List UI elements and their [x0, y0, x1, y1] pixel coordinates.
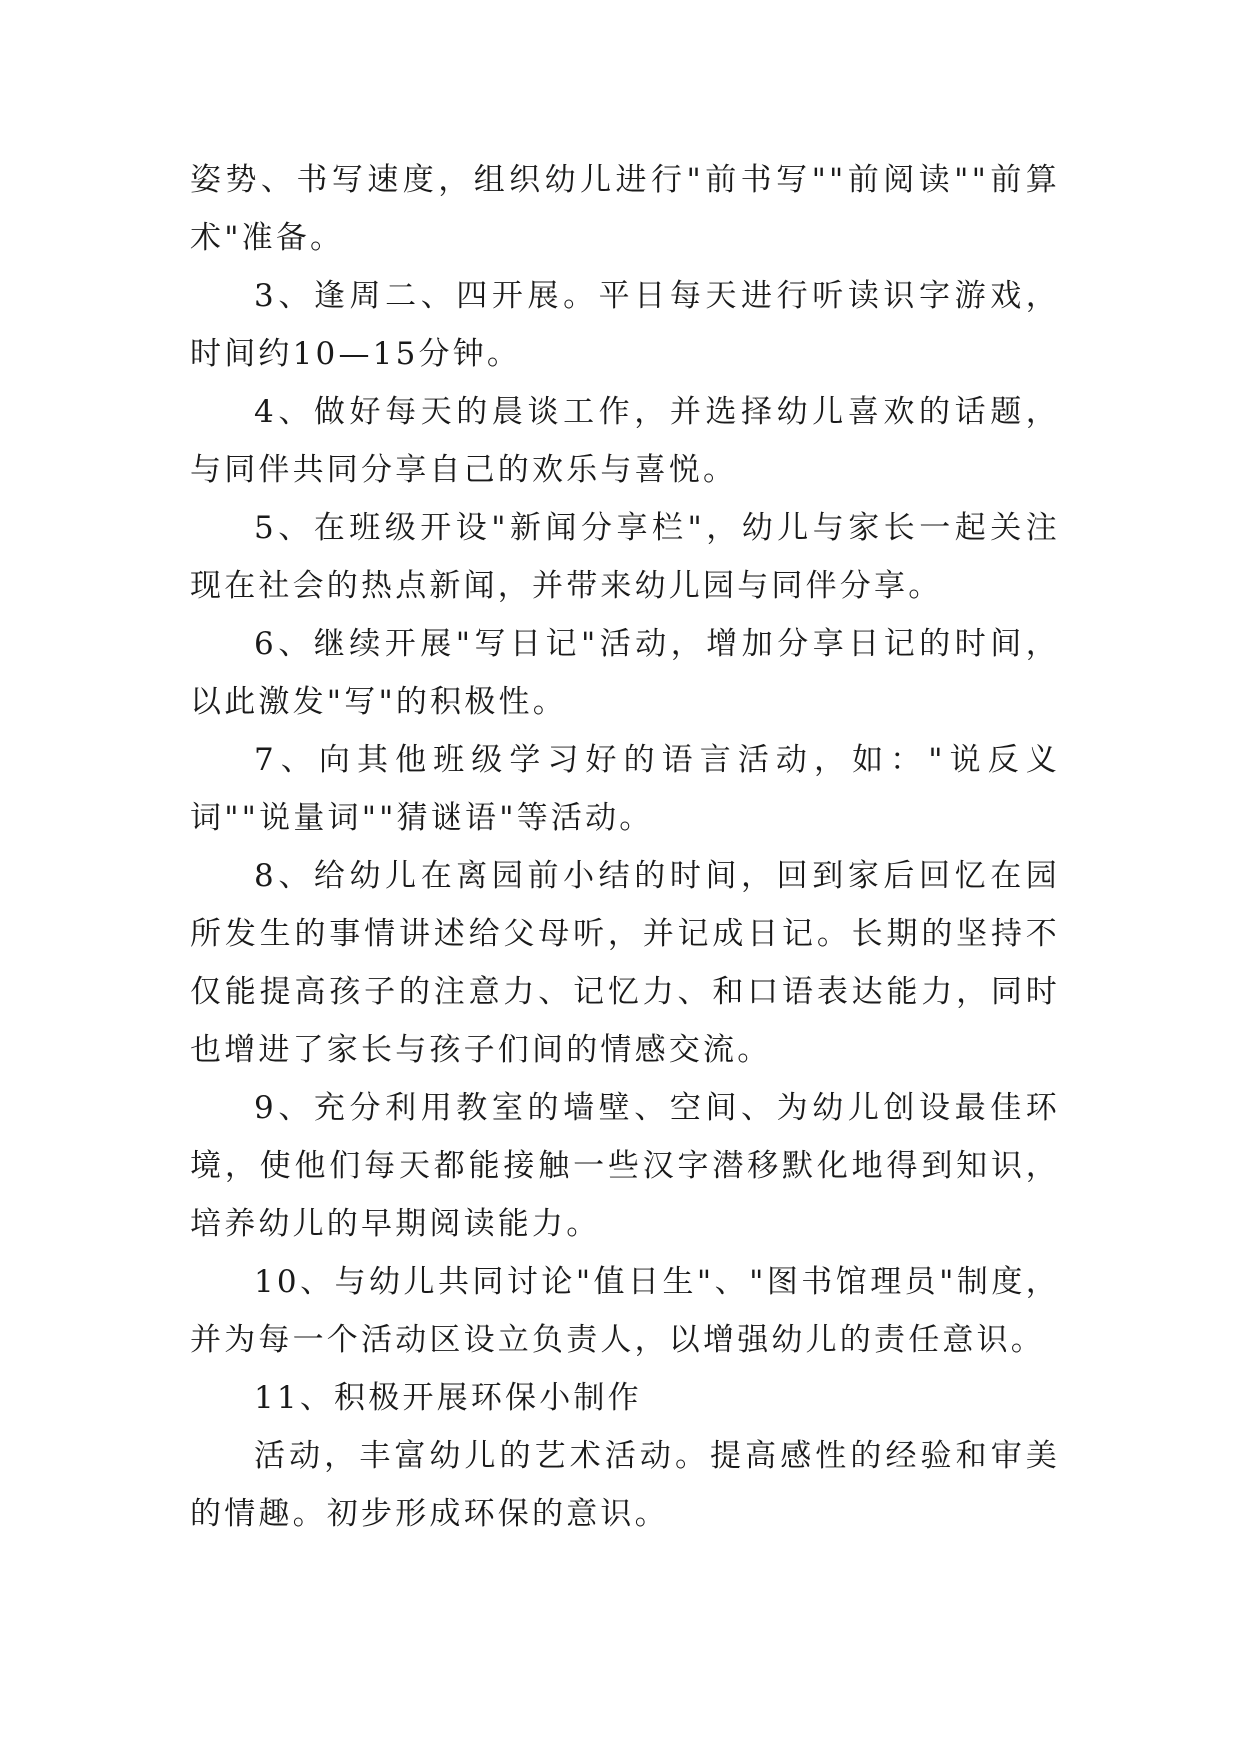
paragraph-item-9: 9、充分利用教室的墙壁、空间、为幼儿创设最佳环境，使他们每天都能接触一些汉字潜移默化地得到知识，培养幼儿的早期阅读能力。 — [190, 1090, 1060, 1242]
paragraph-item-10: 10、与幼儿共同讨论"值日生"、"图书馆理员"制度，并为每一个活动区设立负责人，以增强幼儿的责任意识。 — [190, 1264, 1060, 1358]
paragraph-item-8: 8、给幼儿在离园前小结的时间，回到家后回忆在园所发生的事情讲述给父母听，并记成日记。长期的坚持不仅能提高孩子的注意力、记忆力、和口语表达能力，同时也增进了家长与孩子们间的情感交流。 — [190, 858, 1060, 1068]
paragraph-item-6: 6、继续开展"写日记"活动，增加分享日记的时间，以此激发"写"的积极性。 — [190, 626, 1060, 720]
paragraph-item-11: 11、积极开展环保小制作 — [254, 1380, 642, 1416]
document-body — [190, 151, 1060, 1543]
paragraph-item-11-continued: 活动，丰富幼儿的艺术活动。提高感性的经验和审美的情趣。初步形成环保的意识。 — [190, 1438, 1060, 1532]
paragraph-item-5: 5、在班级开设"新闻分享栏"，幼儿与家长一起关注现在社会的热点新闻，并带来幼儿园与同伴分享。 — [190, 510, 1060, 604]
paragraph-item-3: 3、逢周二、四开展。平日每天进行听读识字游戏，时间约10—15分钟。 — [190, 278, 1060, 372]
paragraph-item-7: 7、向其他班级学习好的语言活动，如："说反义词""说量词""猜谜语"等活动。 — [190, 742, 1060, 836]
paragraph-intro-continued: 姿势、书写速度，组织幼儿进行"前书写""前阅读""前算术"准备。 — [190, 162, 1060, 256]
paragraph-item-4: 4、做好每天的晨谈工作，并选择幼儿喜欢的话题，与同伴共同分享自己的欢乐与喜悦。 — [190, 394, 1060, 488]
